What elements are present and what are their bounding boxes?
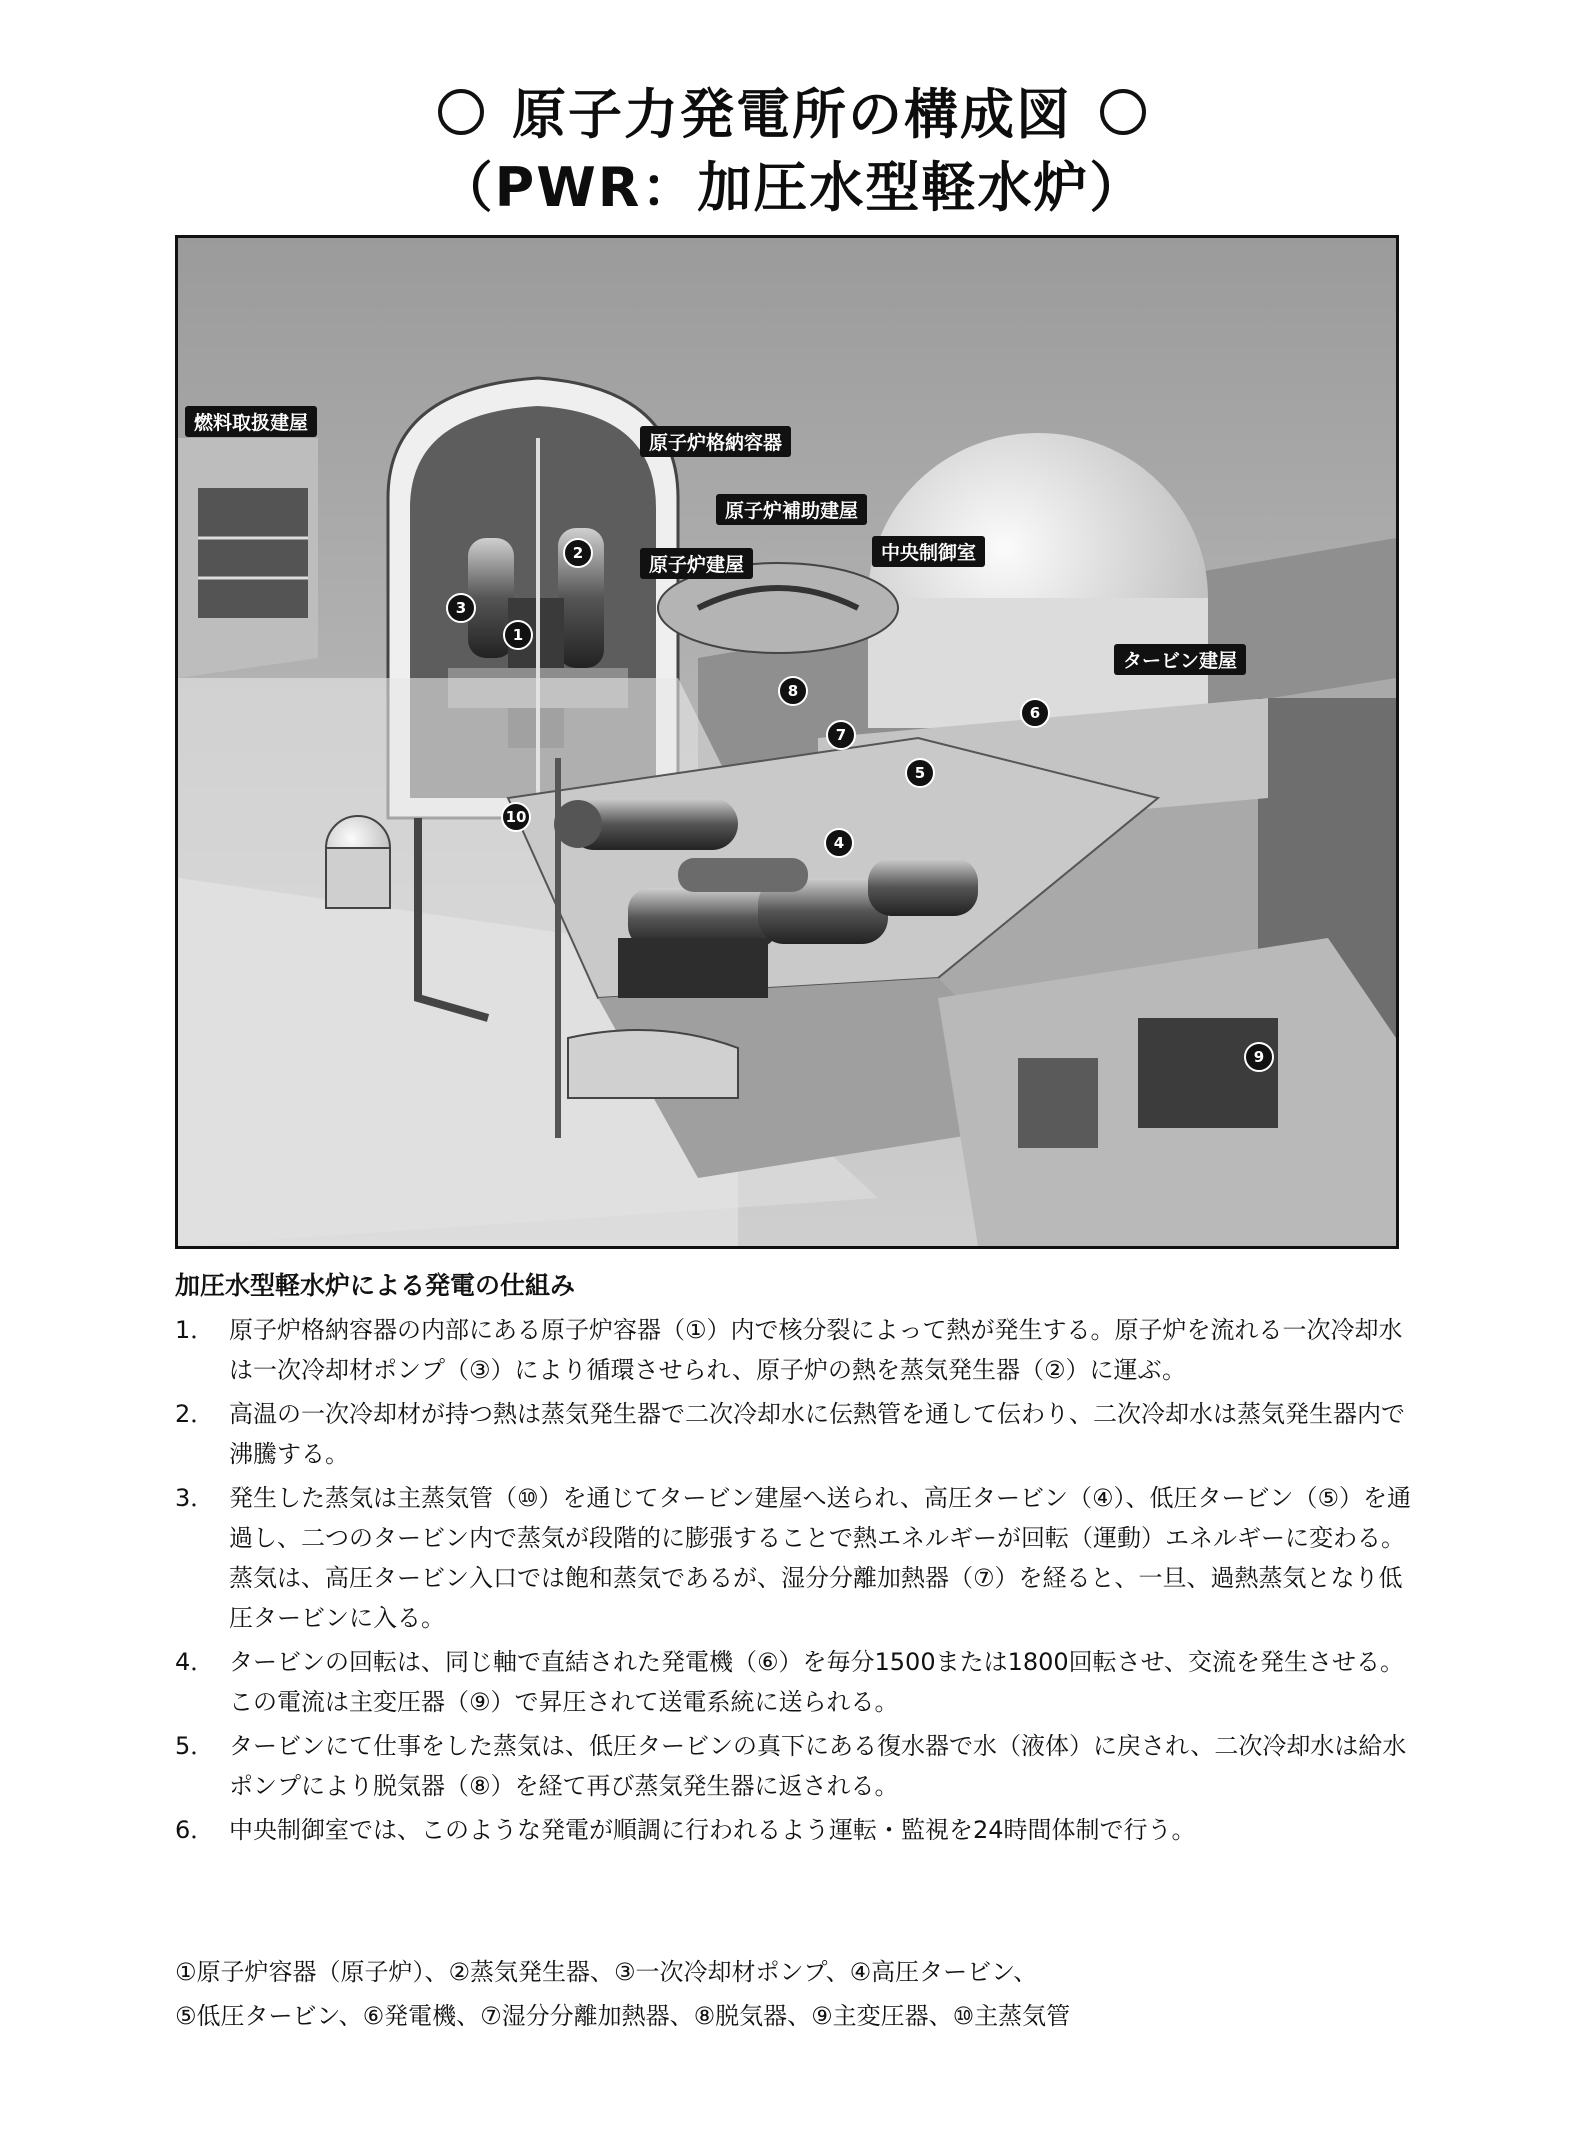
step-item <box>175 1310 1415 1390</box>
step-text: 高温の一次冷却材が持つ熱は蒸気発生器で二次冷却水に伝熱管を通して伝わり、二次冷却水は蒸気発生器内で沸騰する。 <box>229 1400 1405 1468</box>
marker-3: 3 <box>446 593 476 623</box>
step-number: 6． <box>175 1816 215 1844</box>
marker-1: 1 <box>503 620 533 650</box>
step-item <box>175 1478 1415 1638</box>
step-number: 1． <box>175 1316 215 1344</box>
step-text: 発生した蒸気は主蒸気管（⑩）を通じてタービン建屋へ送られ、高圧タービン（④）、低圧タービン（⑤）を通過し、二つのタービン内で蒸気が段階的に膨張することで熱エネルギーが回転（運動）エネルギーに変わる。蒸気は、高圧タービン入口では飽和蒸気であるが、湿分分離加熱器（⑦）を経ると、一旦、過熱蒸気となり低圧タービンに入る。 <box>229 1484 1411 1632</box>
step-item <box>175 1810 1415 1850</box>
step-text: 原子炉格納容器の内部にある原子炉容器（①）内で核分裂によって熱が発生する。原子炉を流れる一次冷却水は一次冷却材ポンプ（③）により循環させられ、原子炉の熱を蒸気発生器（②）に運ぶ。 <box>229 1316 1403 1384</box>
step-number: 2． <box>175 1400 215 1428</box>
marker-5: 5 <box>905 758 935 788</box>
marker-8: 8 <box>778 676 808 706</box>
marker-4: 4 <box>824 828 854 858</box>
step-number: 5． <box>175 1732 215 1760</box>
legend-line-1: ①原子炉容器（原子炉）、②蒸気発生器、③一次冷却材ポンプ、④高圧タービン、 <box>175 1958 1038 1986</box>
section-heading: 加圧水型軽水炉による発電の仕組み <box>175 1271 576 1300</box>
steps-list <box>175 1310 1415 1854</box>
label-central-control-room: 中央制御室 <box>872 536 985 567</box>
plant-drawing <box>178 238 1396 1246</box>
legend-line-2: ⑤低圧タービン、⑥発電機、⑦湿分分離加熱器、⑧脱気器、⑨主変圧器、⑩主蒸気管 <box>175 2002 1071 2030</box>
marker-9: 9 <box>1244 1042 1274 1072</box>
circle-ornament-left <box>438 89 484 135</box>
step-item <box>175 1642 1415 1722</box>
step-text: 中央制御室では、このような発電が順調に行われるよう運転・監視を24時間体制で行う。 <box>229 1816 1196 1844</box>
label-fuel-handling-building: 燃料取扱建屋 <box>185 406 317 437</box>
step-item <box>175 1726 1415 1806</box>
label-containment-vessel: 原子炉格納容器 <box>640 426 791 457</box>
page-title-line <box>0 72 1584 149</box>
step-text: タービンの回転は、同じ軸で直結された発電機（⑥）を毎分1500または1800回転させ、交流を発生させる。この電流は主変圧器（⑨）で昇圧されて送電系統に送られる。 <box>229 1648 1404 1716</box>
label-turbine-building: タービン建屋 <box>1114 644 1246 675</box>
label-reactor-aux-building: 原子炉補助建屋 <box>716 494 867 525</box>
marker-6: 6 <box>1020 698 1050 728</box>
circle-ornament-right <box>1100 89 1146 135</box>
step-number: 3． <box>175 1484 215 1512</box>
marker-10: 10 <box>501 802 531 832</box>
marker-2: 2 <box>563 538 593 568</box>
marker-7: 7 <box>826 720 856 750</box>
page-title: 原子力発電所の構成図 <box>512 83 1072 146</box>
page-subtitle: （PWR：加圧水型軽水炉） <box>438 156 1146 219</box>
step-item <box>175 1394 1415 1474</box>
plant-cutaway-illustration <box>175 235 1399 1249</box>
label-reactor-building: 原子炉建屋 <box>640 548 753 579</box>
step-number: 4． <box>175 1648 215 1676</box>
component-legend <box>175 1950 1415 2038</box>
step-text: タービンにて仕事をした蒸気は、低圧タービンの真下にある復水器で水（液体）に戻され、二次冷却水は給水ポンプにより脱気器（⑧）を経て再び蒸気発生器に返される。 <box>229 1732 1407 1800</box>
